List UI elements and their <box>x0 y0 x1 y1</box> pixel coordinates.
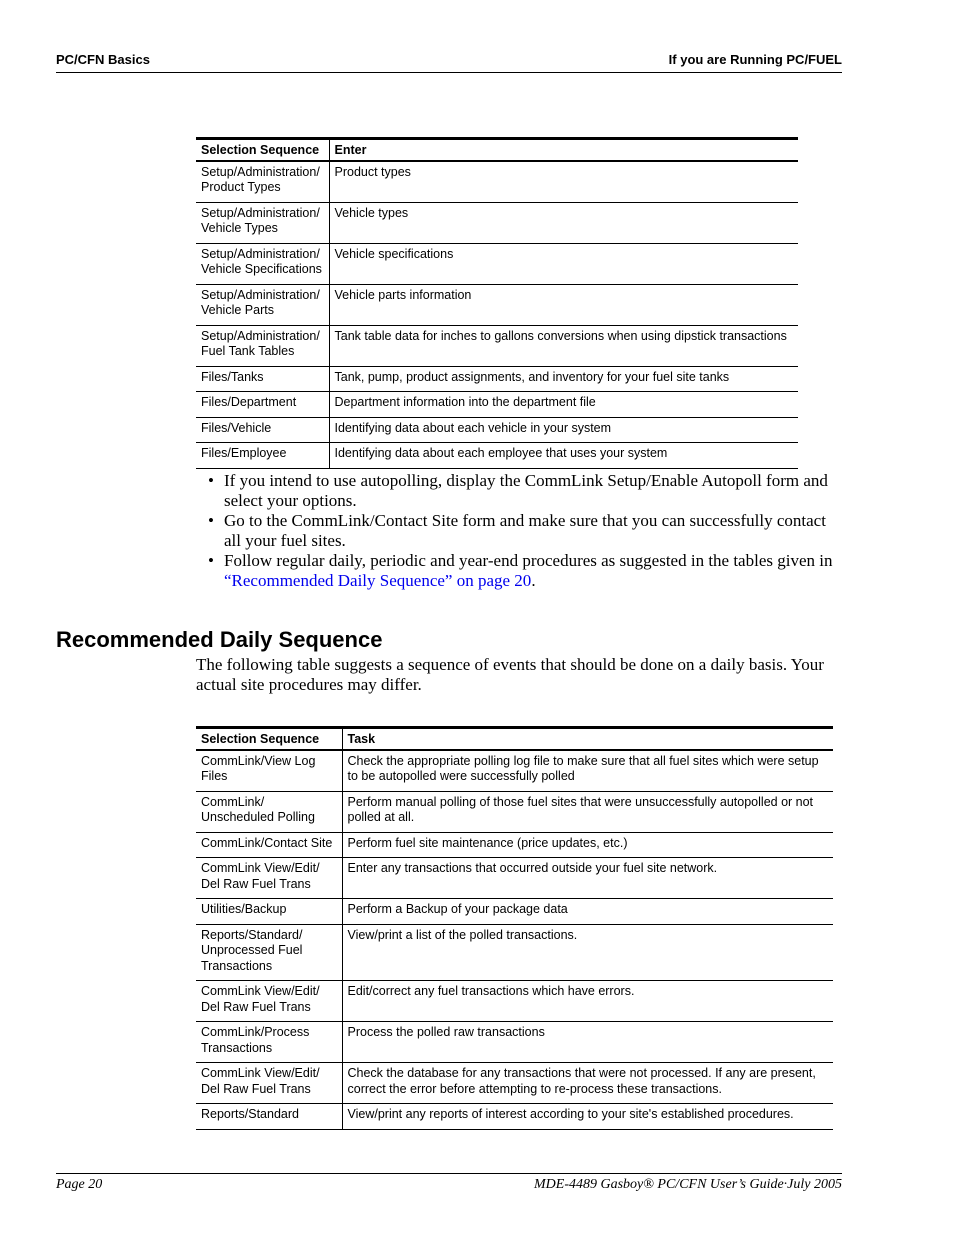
enter-cell: Tank, pump, product assignments, and inventory for your fuel site tanks <box>329 366 798 392</box>
enter-cell: Vehicle specifications <box>329 243 798 284</box>
task-cell: Process the polled raw transactions <box>342 1022 833 1063</box>
header-chapter-title: If you are Running PC/FUEL <box>668 52 842 67</box>
column-header-selection-sequence: Selection Sequence <box>196 139 329 161</box>
selection-cell: Files/Tanks <box>196 366 329 392</box>
header-section-title: PC/CFN Basics <box>56 52 150 67</box>
table-row <box>196 858 833 899</box>
selection-cell: Files/Employee <box>196 443 329 469</box>
task-cell: View/print any reports of interest according to your site's established procedures. <box>342 1104 833 1130</box>
column-header-task: Task <box>342 728 833 750</box>
selection-cell: Setup/Administration/ Fuel Tank Tables <box>196 325 329 366</box>
table-row <box>196 981 833 1022</box>
table-row <box>196 1022 833 1063</box>
page-number: Page 20 <box>56 1177 103 1192</box>
table-row <box>196 366 798 392</box>
selection-cell: CommLink/Contact Site <box>196 832 342 858</box>
list-item <box>208 511 842 551</box>
page-header <box>56 52 842 73</box>
task-cell: Enter any transactions that occurred outside your fuel site network. <box>342 858 833 899</box>
recommended-daily-sequence-link[interactable]: “Recommended Daily Sequence” on page 20 <box>224 571 532 590</box>
task-cell: Check the appropriate polling log file to make sure that all fuel sites which were setup to be autopolled were successfully polled <box>342 750 833 792</box>
instruction-list <box>208 471 842 591</box>
document-id: MDE-4489 Gasboy® PC/CFN User’s Guide·July 2005 <box>534 1177 842 1192</box>
table-row <box>196 284 798 325</box>
table-row <box>196 243 798 284</box>
table-row <box>196 161 798 203</box>
table-row <box>196 1063 833 1104</box>
table-row <box>196 202 798 243</box>
page-footer <box>56 1173 842 1192</box>
selection-cell: CommLink/View Log Files <box>196 750 342 792</box>
enter-cell: Vehicle parts information <box>329 284 798 325</box>
selection-cell: Files/Vehicle <box>196 417 329 443</box>
bullet-text-procedures: Follow regular daily, periodic and year-end procedures as suggested in the tables given in <box>224 551 833 570</box>
enter-cell: Product types <box>329 161 798 203</box>
selection-cell: Files/Department <box>196 392 329 418</box>
list-item <box>208 471 842 511</box>
enter-cell: Identifying data about each employee that uses your system <box>329 443 798 469</box>
table-row <box>196 750 833 792</box>
selection-cell: Setup/Administration/ Vehicle Specifications <box>196 243 329 284</box>
selection-cell: CommLink View/Edit/ Del Raw Fuel Trans <box>196 981 342 1022</box>
selection-cell: CommLink View/Edit/ Del Raw Fuel Trans <box>196 858 342 899</box>
task-cell: Edit/correct any fuel transactions which have errors. <box>342 981 833 1022</box>
table-row <box>196 924 833 981</box>
column-header-enter: Enter <box>329 139 798 161</box>
enter-cell: Identifying data about each vehicle in your system <box>329 417 798 443</box>
table-row <box>196 1104 833 1130</box>
section-heading: Recommended Daily Sequence <box>56 627 383 652</box>
table-row <box>196 832 833 858</box>
enter-cell: Department information into the department file <box>329 392 798 418</box>
selection-cell: Setup/Administration/ Product Types <box>196 161 329 203</box>
selection-cell: Setup/Administration/ Vehicle Parts <box>196 284 329 325</box>
selection-cell: Setup/Administration/ Vehicle Types <box>196 202 329 243</box>
bullet-icon: • <box>208 511 214 530</box>
bullet-text-autopoll: If you intend to use autopolling, display the CommLink Setup/Enable Autopoll form and select your options. <box>224 471 828 510</box>
setup-sequence-table <box>196 137 798 469</box>
bullet-text-contact-site: Go to the CommLink/Contact Site form and make sure that you can successfully contact all your fuel sites. <box>224 511 826 550</box>
task-cell: View/print a list of the polled transactions. <box>342 924 833 981</box>
section-intro: The following table suggests a sequence of events that should be done on a daily basis. Your actual site procedures may differ. <box>196 655 824 694</box>
task-cell: Perform manual polling of those fuel sites that were unsuccessfully autopolled or not polled at all. <box>342 791 833 832</box>
column-header-selection-sequence: Selection Sequence <box>196 728 342 750</box>
table-row <box>196 417 798 443</box>
bullet-icon: • <box>208 551 214 570</box>
daily-sequence-table <box>196 726 833 1130</box>
selection-cell: Reports/Standard <box>196 1104 342 1130</box>
enter-cell: Tank table data for inches to gallons conversions when using dipstick transactions <box>329 325 798 366</box>
task-cell: Perform fuel site maintenance (price updates, etc.) <box>342 832 833 858</box>
selection-cell: CommLink/ Unscheduled Polling <box>196 791 342 832</box>
table-row <box>196 325 798 366</box>
bullet-text-period: . <box>531 571 536 590</box>
table-row <box>196 443 798 469</box>
list-item <box>208 551 842 591</box>
enter-cell: Vehicle types <box>329 202 798 243</box>
task-cell: Perform a Backup of your package data <box>342 899 833 925</box>
table-row <box>196 791 833 832</box>
selection-cell: Utilities/Backup <box>196 899 342 925</box>
table-row <box>196 392 798 418</box>
selection-cell: CommLink View/Edit/ Del Raw Fuel Trans <box>196 1063 342 1104</box>
table-row <box>196 899 833 925</box>
task-cell: Check the database for any transactions that were not processed. If any are present, correct the error before attempting to re-process these transactions. <box>342 1063 833 1104</box>
bullet-icon: • <box>208 471 214 490</box>
selection-cell: CommLink/Process Transactions <box>196 1022 342 1063</box>
selection-cell: Reports/Standard/ Unprocessed Fuel Transactions <box>196 924 342 981</box>
